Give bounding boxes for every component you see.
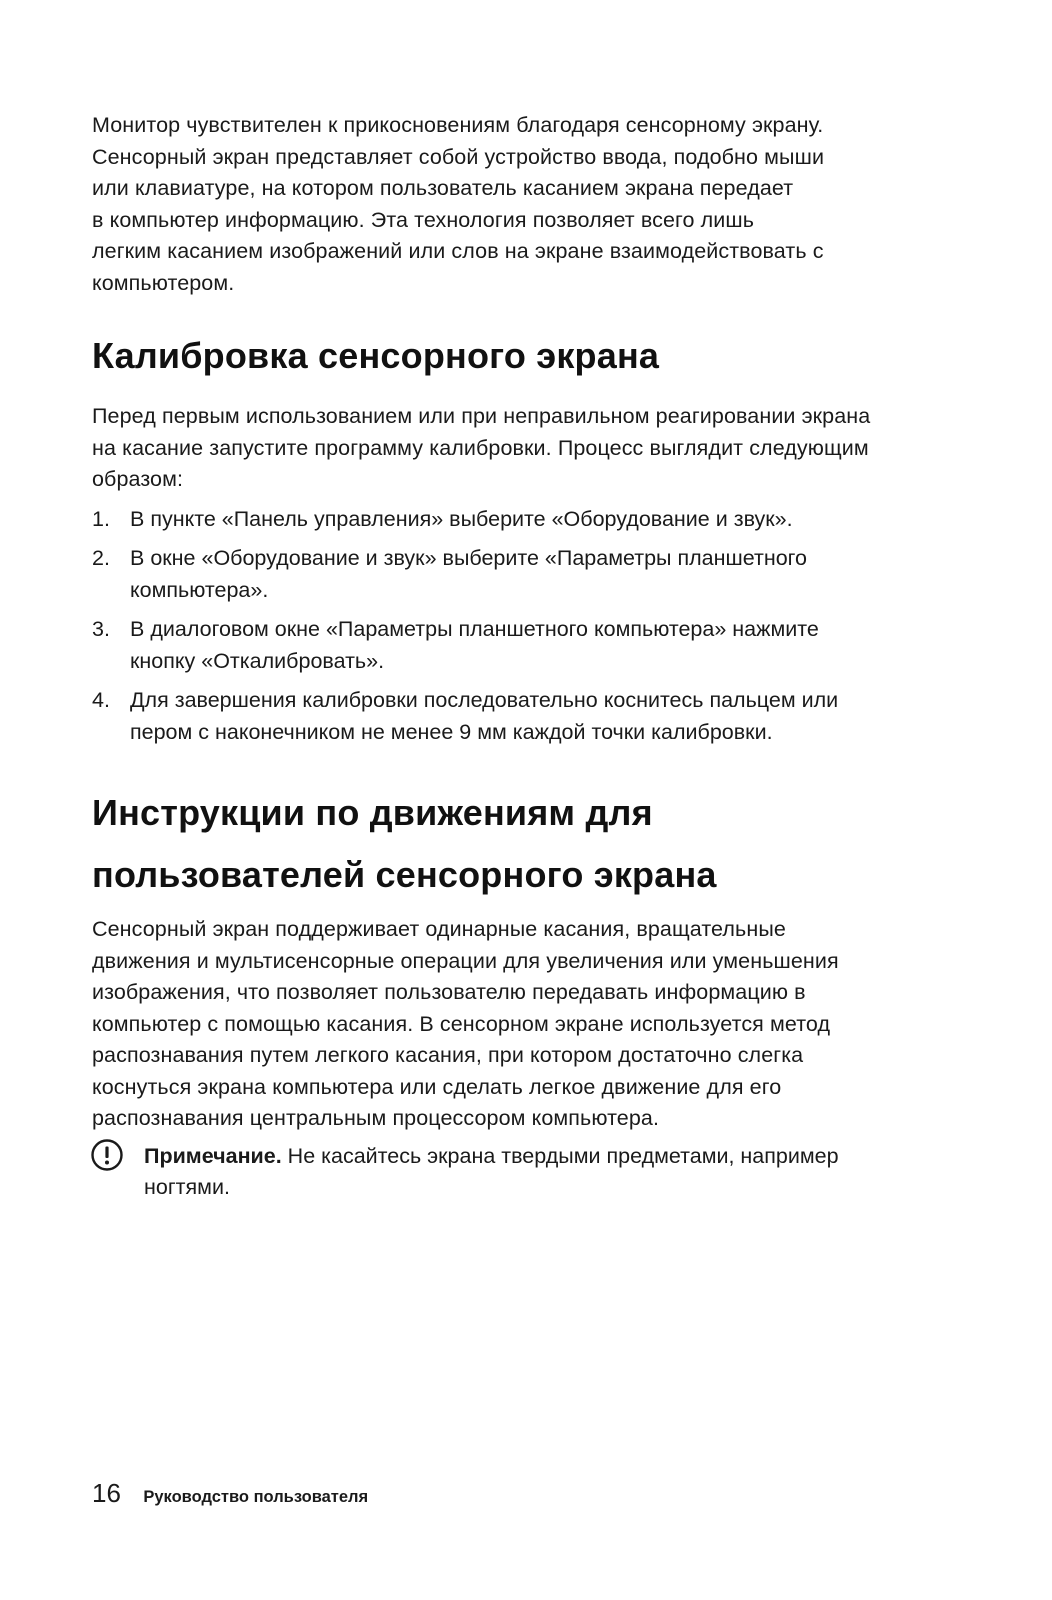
- step-text: В пункте «Панель управления» выберите «Оборудование и звук».: [130, 506, 793, 531]
- step-number: 4.: [92, 688, 110, 712]
- text-line: или клавиатуре, на котором пользователь касанием экрана передает: [92, 176, 794, 200]
- note-line: ногтями.: [144, 1175, 230, 1199]
- text-line: компьютер с помощью касания. В сенсорном экране используется метод: [92, 1011, 831, 1036]
- step-number: 2.: [92, 546, 110, 570]
- calibration-intro: [92, 401, 952, 496]
- note-line: [144, 1141, 952, 1173]
- text-line: легким касанием изображений или слов на экране взаимодействовать с: [92, 239, 824, 263]
- text-line: Монитор чувствителен к прикосновениям благодаря сенсорному экрану.: [92, 113, 824, 137]
- exclamation-circle-icon: [90, 1138, 124, 1172]
- page-footer: [92, 1478, 368, 1509]
- page-number: 16: [92, 1478, 121, 1508]
- step-number: 3.: [92, 617, 110, 641]
- gestures-paragraph: [92, 914, 952, 1135]
- list-item: [92, 614, 952, 677]
- step-text: кнопку «Откалибровать».: [130, 648, 385, 673]
- note-box: [92, 1141, 952, 1204]
- text-line: Сенсорный экран представляет собой устройство ввода, подобно мыши: [92, 144, 825, 169]
- footer-title: Руководство пользователя: [143, 1488, 369, 1506]
- text-line: в компьютер информацию. Эта технология позволяет всего лишь: [92, 207, 755, 232]
- text-line: Сенсорный экран поддерживает одинарные касания, вращательные: [92, 917, 786, 941]
- text-line: распознавания центральным процессором компьютера.: [92, 1106, 660, 1130]
- step-text: компьютера».: [130, 577, 269, 602]
- heading-line: пользователей сенсорного экрана: [92, 854, 717, 895]
- step-text: В диалоговом окне «Параметры планшетного компьютера» нажмите: [130, 617, 819, 641]
- text-line: Перед первым использованием или при неправильном реагировании экрана: [92, 404, 871, 428]
- text-line: коснуться экрана компьютера или сделать легкое движение для его: [92, 1074, 782, 1099]
- list-item: [92, 543, 952, 606]
- calibration-steps: [92, 504, 952, 749]
- section-heading-gestures: [92, 782, 952, 906]
- text-line: образом:: [92, 467, 184, 491]
- step-text: Для завершения калибровки последовательно коснитесь пальцем или: [130, 688, 839, 712]
- note-label: Примечание.: [144, 1143, 282, 1168]
- list-item: [92, 504, 952, 536]
- step-text: В окне «Оборудование и звук» выберите «Параметры планшетного: [130, 546, 807, 570]
- step-number: 1.: [92, 506, 110, 531]
- text-line: изображения, что позволяет пользователю передавать информацию в: [92, 980, 806, 1004]
- text-line: движения и мультисенсорные операции для увеличения или уменьшения: [92, 948, 839, 973]
- page-content: [92, 110, 952, 1204]
- list-item: [92, 685, 952, 748]
- text-line: компьютером.: [92, 270, 235, 295]
- note-text: Не касайтесь экрана твердыми предметами, например: [281, 1143, 839, 1168]
- step-text: пером с наконечником не менее 9 мм каждой точки калибровки.: [130, 719, 773, 744]
- text-line: распознавания путем легкого касания, при котором достаточно слегка: [92, 1043, 804, 1067]
- heading-line: Инструкции по движениям для: [92, 792, 653, 833]
- intro-paragraph: [92, 110, 952, 299]
- text-line: на касание запустите программу калибровки. Процесс выглядит следующим: [92, 435, 869, 460]
- section-heading-calibration: Калибровка сенсорного экрана: [92, 335, 660, 376]
